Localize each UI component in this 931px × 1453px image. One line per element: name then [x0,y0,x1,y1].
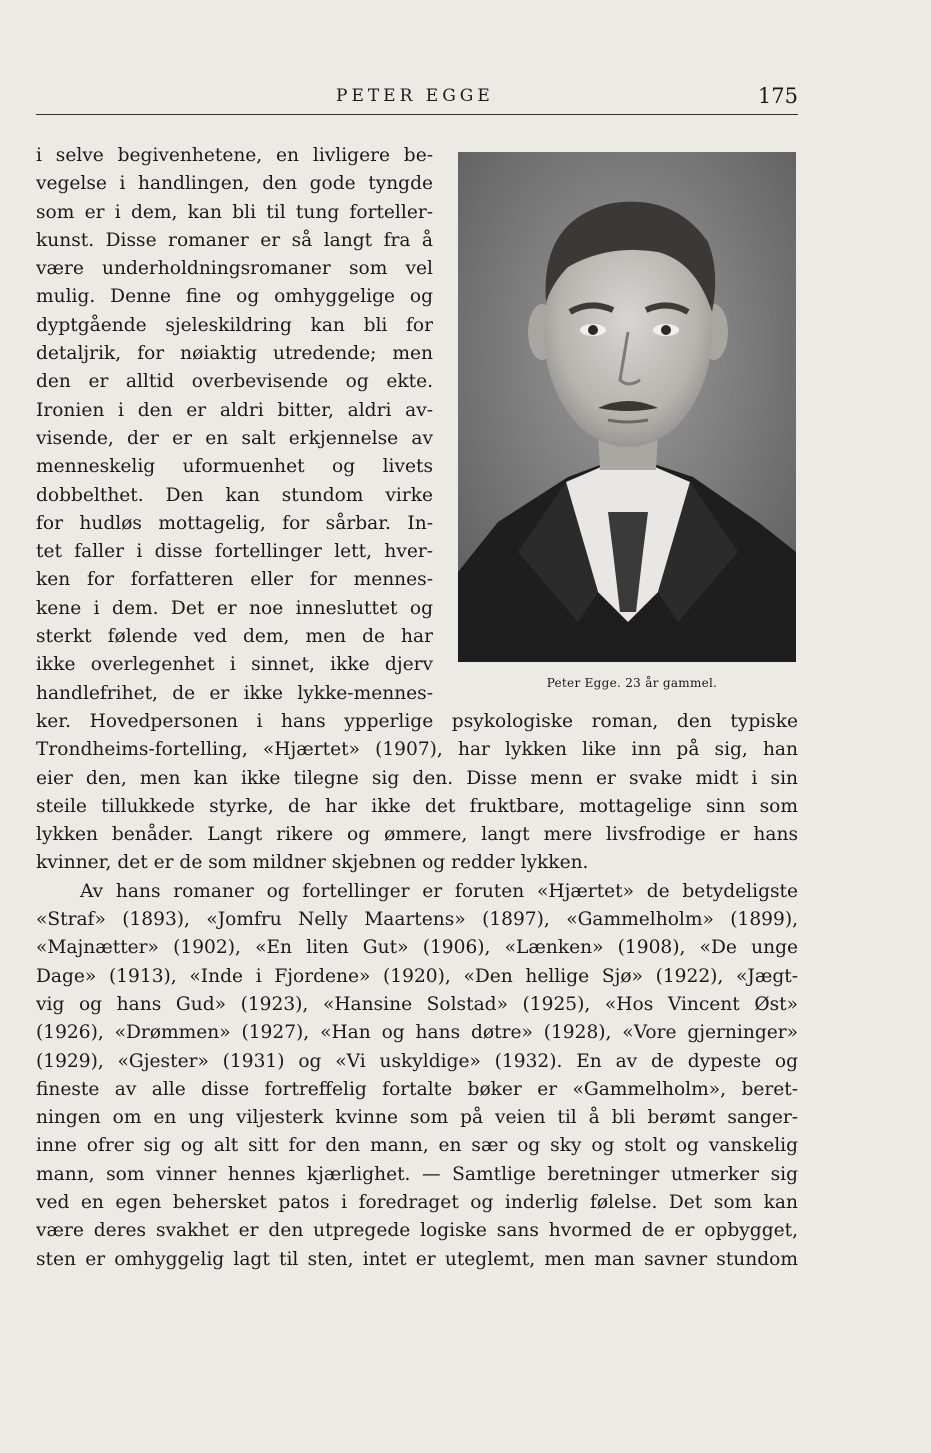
text-line: Ironien i den er aldri bitter, aldri av- [36,399,433,421]
text-line: visende, der er en salt erkjennelse av [36,427,433,449]
text-line: kene i dem. Det er noe innesluttet og [36,597,433,619]
text-line: vig og hans Gud» (1923), «Hansine Solstad» (1925), «Hos Vincent Øst» [36,993,798,1015]
text-line: være deres svakhet er den utpregede logiske sans hvormed de er opbygget, [36,1220,798,1242]
text-line: sten er omhyggelig lagt til sten, intet er uteglemt, men man savner stundom [36,1248,798,1270]
text-line: være underholdningsromaner som vel [36,258,433,280]
text-line: detaljrik, for nøiaktig utredende; men [36,343,433,365]
figure-caption: Peter Egge. 23 år gammel. [546,676,718,690]
text-line: menneskelig uformuenhet og livets [36,456,433,478]
text-line: steile tillukkede styrke, de har ikke det fruktbare, mottagelige sinn som [36,795,798,817]
text-line: «Straf» (1893), «Jomfru Nelly Maartens» (1897), «Gammelholm» (1899), [36,909,798,931]
running-head [36,84,798,115]
text-line: kunst. Disse romaner er så langt fra å [36,229,433,251]
paragraph-2 [36,878,798,1274]
text-line: mulig. Denne fine og omhyggelige og [36,286,433,308]
text-line: ikke overlegenhet i sinnet, ikke djerv [36,654,433,676]
text-line: eier den, men kan ikke tilegne sig den. Disse menn er svake midt i sin [36,767,798,789]
text-line: ken for forfatteren eller for mennes- [36,569,433,591]
page-number: 175 [757,84,798,108]
text-line: dobbelthet. Den kan stundom virke [36,484,433,506]
text-line: fineste av alle disse fortreffelig fortalte bøker er «Gammelholm», beret- [36,1078,798,1100]
text-line: i selve begivenhetene, en livligere be- [36,145,433,166]
body-text [36,142,798,1274]
text-line: ningen om en ung viljesterk kvinne som på veien til å bli berømt sanger- [36,1107,798,1129]
text-line: Dage» (1913), «Inde i Fjordene» (1920), «Den hellige Sjø» (1922), «Jægt- [36,965,798,987]
text-line: Trondheims-fortelling, «Hjærtet» (1907), har lykken like inn på sig, han [36,739,798,761]
text-line: handlefrihet, de er ikke lykke-mennes- [36,682,433,704]
text-line: den er alltid overbevisende og ekte. [36,371,433,393]
text-line: ved en egen behersket patos i foredraget og inderlig følelse. Det som kan [36,1191,798,1213]
text-line: dyptgående sjeleskildring kan bli for [36,314,433,336]
text-line: sterkt følende ved dem, men de har [36,626,433,648]
paragraph-1-continuation [36,708,798,878]
text-line: Av hans romaner og fortellinger er foruten «Hjærtet» de betydeligste [80,880,798,902]
text-line: (1926), «Drømmen» (1927), «Han og hans døtre» (1928), «Vore gjerninger» [36,1022,798,1044]
running-title: PETER EGGE [336,86,494,106]
text-line: kvinner, det er de som mildner skjebnen og redder lykken. [36,852,589,874]
text-line: ker. Hovedpersonen i hans ypperlige psykologiske roman, den typiske [36,710,798,732]
text-line: som er i dem, kan bli til tung forteller- [36,201,433,223]
text-beside-figure [36,142,798,708]
text-line: for hudløs mottagelig, for sårbar. In- [36,512,433,534]
text-line: «Majnætter» (1902), «En liten Gut» (1906), «Lænken» (1908), «De unge [36,937,798,959]
text-line: mann, som vinner hennes kjærlighet. — Samtlige beretninger utmerker sig [36,1163,798,1185]
text-line: lykken benåder. Langt rikere og ømmere, langt mere livsfrodige er hans [36,824,798,846]
text-line: (1929), «Gjester» (1931) og «Vi uskyldige» (1932). En av de dypeste og [36,1050,798,1072]
text-line: inne ofrer sig og alt sitt for den mann, en sær og sky og stolt og vanskelig [36,1135,798,1157]
text-line: vegelse i handlingen, den gode tyngde [36,173,433,195]
text-line: tet faller i disse fortellinger lett, hver- [36,541,433,563]
